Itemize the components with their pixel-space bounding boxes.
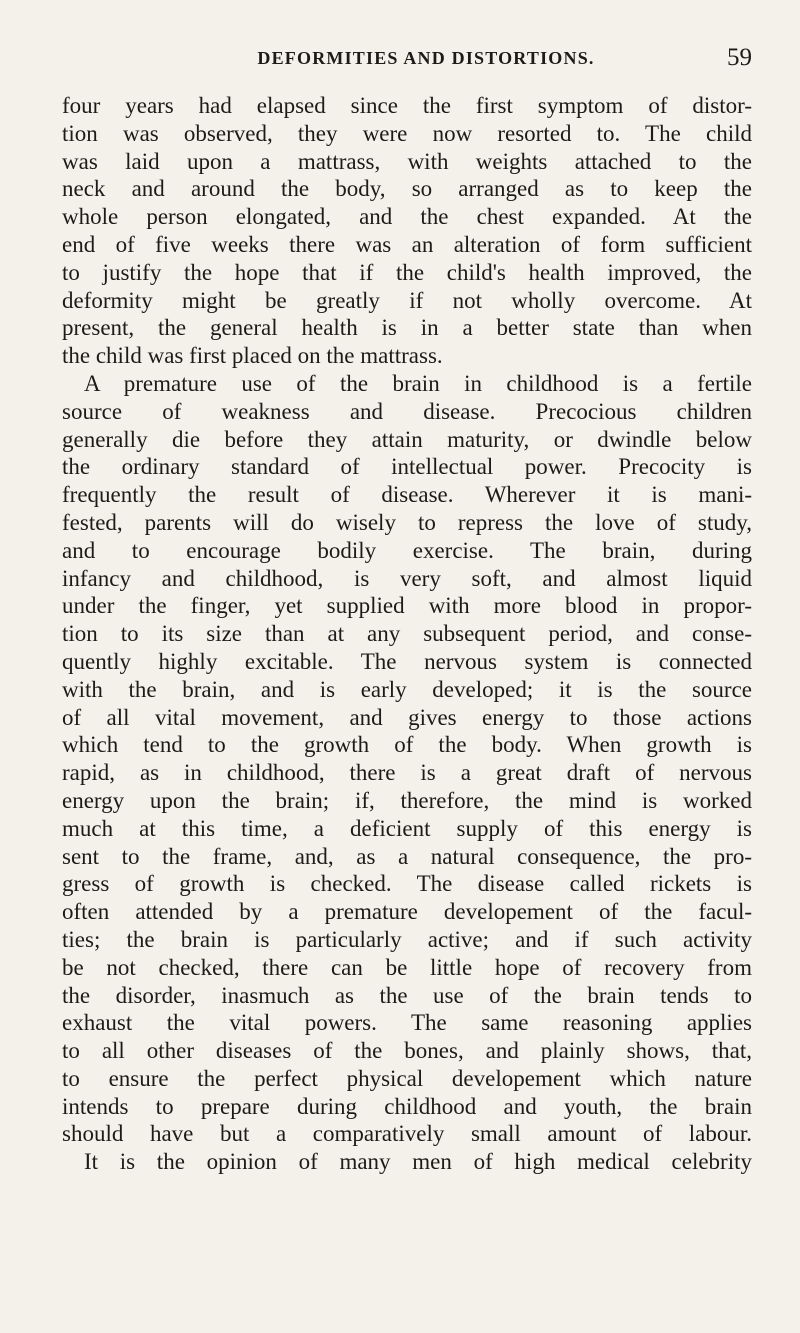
text-line: often attended by a premature developement of the facul- — [62, 899, 752, 925]
text-line: should have but a comparatively small amount of labour. — [62, 1121, 752, 1147]
running-title: DEFORMITIES AND DISTORTIONS. — [257, 48, 595, 68]
text-line: which tend to the growth of the body. When growth is — [62, 732, 752, 758]
text-line: quently highly excitable. The nervous system is connected — [62, 648, 752, 674]
text-line: present, the general health is in a better state than when — [62, 315, 752, 341]
text-line: energy upon the brain; if, therefore, the mind is worked — [62, 787, 752, 813]
text-line: to justify the hope that if the child's health improved, the — [62, 259, 752, 285]
text-line: sent to the frame, and, as a natural consequence, the pro- — [62, 843, 752, 869]
text-line: to ensure the perfect physical developement which nature — [62, 1065, 752, 1091]
text-line: end of five weeks there was an alteration of form sufficient — [62, 231, 752, 257]
text-line: much at this time, a deficient supply of this energy is — [62, 815, 752, 841]
paragraph-first-line: A premature use of the brain in childhood is a fertile — [84, 370, 752, 396]
text-line: to all other diseases of the bones, and plainly shows, that, — [62, 1038, 752, 1064]
text-line: exhaust the vital powers. The same reasoning applies — [62, 1010, 752, 1036]
text-line: ties; the brain is particularly active; and if such activity — [62, 926, 752, 952]
text-line: source of weakness and disease. Precocious children — [62, 398, 752, 424]
text-line: gress of growth is checked. The disease called rickets is — [62, 871, 752, 897]
text-line: generally die before they attain maturity, or dwindle below — [62, 426, 752, 452]
text-line: tion was observed, they were now resorted to. The child — [62, 120, 752, 146]
text-line: the ordinary standard of intellectual power. Precocity is — [62, 454, 752, 480]
text-line: whole person elongated, and the chest expanded. At the — [62, 204, 752, 230]
text-line: frequently the result of disease. Wherever it is mani- — [62, 482, 752, 508]
body-text — [62, 92, 752, 1176]
text-line: the disorder, inasmuch as the use of the brain tends to — [62, 982, 752, 1008]
text-line: be not checked, there can be little hope of recovery from — [62, 954, 752, 980]
text-line: It is the opinion of many men of high medical celebrity — [84, 1149, 752, 1175]
page-number: 59 — [727, 44, 752, 71]
text-line: tion to its size than at any subsequent period, and conse- — [62, 621, 752, 647]
text-line: neck and around the body, so arranged as to keep the — [62, 176, 752, 202]
text-line: intends to prepare during childhood and youth, the brain — [62, 1093, 752, 1119]
text-line: deformity might be greatly if not wholly overcome. At — [62, 287, 752, 313]
text-line: with the brain, and is early developed; it is the source — [62, 676, 752, 702]
text-line: four years had elapsed since the first symptom of distor- — [62, 93, 752, 118]
text-line: was laid upon a mattrass, with weights attached to the — [62, 148, 752, 174]
running-head — [100, 44, 752, 76]
text-line: under the finger, yet supplied with more blood in propor- — [62, 593, 752, 619]
text-line: the child was first placed on the mattrass. — [62, 343, 443, 369]
text-line: infancy and childhood, is very soft, and almost liquid — [62, 565, 752, 591]
text-line: of all vital movement, and gives energy to those actions — [62, 704, 752, 730]
text-line: fested, parents will do wisely to repress the love of study, — [62, 509, 752, 535]
text-line: and to encourage bodily exercise. The brain, during — [62, 537, 752, 563]
text-line: rapid, as in childhood, there is a great draft of nervous — [62, 760, 752, 786]
